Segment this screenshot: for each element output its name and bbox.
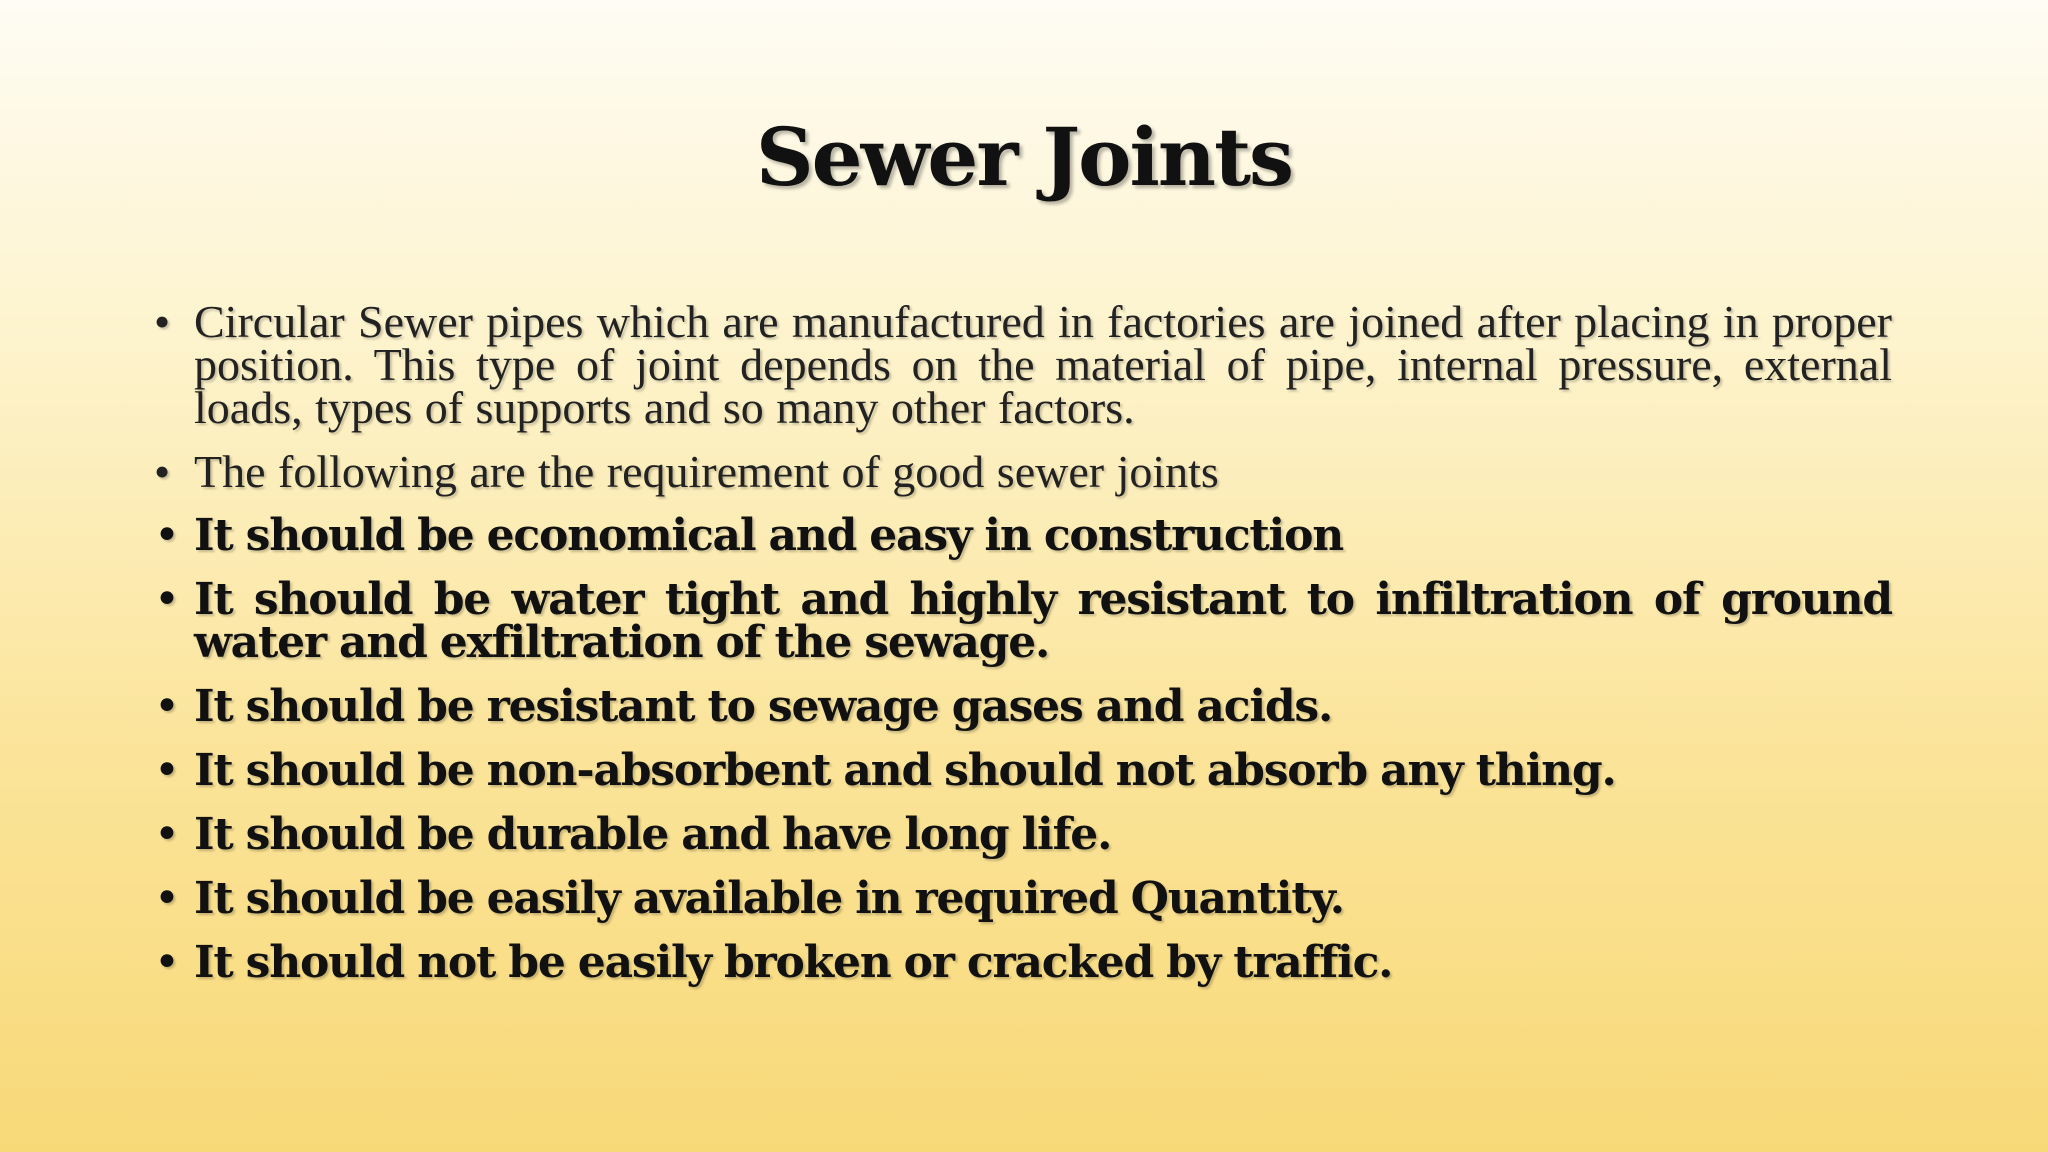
bullet-text: It should be non-absorbent and should not absorb any thing.	[194, 745, 1616, 796]
bullet-dot-icon: •	[154, 296, 171, 347]
bullet-text: It should be durable and have long life.	[194, 809, 1112, 860]
bullet-list	[152, 296, 1892, 1005]
bullet-dot-icon: •	[154, 574, 179, 625]
bullet-text: It should be resistant to sewage gases and acids.	[194, 681, 1333, 732]
bullet-dot-icon: •	[154, 510, 179, 561]
list-item	[152, 446, 1892, 497]
list-item	[152, 681, 1892, 732]
bullet-dot-icon: •	[154, 937, 179, 988]
list-item	[152, 296, 1892, 433]
bullet-text: It should be easily available in required Quantity.	[194, 873, 1344, 924]
list-item	[152, 510, 1892, 561]
bullet-dot-icon: •	[154, 446, 171, 497]
bullet-dot-icon: •	[154, 809, 179, 860]
list-item	[152, 937, 1892, 988]
bullet-dot-icon: •	[154, 681, 179, 732]
bullet-text: It should not be easily broken or cracked by traffic.	[194, 937, 1393, 988]
bullet-dot-icon: •	[154, 745, 179, 796]
list-item	[152, 574, 1892, 668]
bullet-text: Circular Sewer pipes which are manufactured in factories are joined after placing in proper position. This type of joint depends on the material of pipe, internal pressure, external loads, types of supports and so many other factors.	[194, 296, 1892, 433]
list-item	[152, 809, 1892, 860]
bullet-text: The following are the requirement of good sewer joints	[194, 446, 1219, 497]
list-item	[152, 745, 1892, 796]
slide-title: Sewer Joints	[755, 110, 1293, 204]
bullet-dot-icon: •	[154, 873, 179, 924]
bullet-text: It should be water tight and highly resistant to infiltration of ground water and exfiltration of the sewage.	[194, 574, 1892, 668]
bullet-text: It should be economical and easy in construction	[194, 510, 1344, 561]
list-item	[152, 873, 1892, 924]
